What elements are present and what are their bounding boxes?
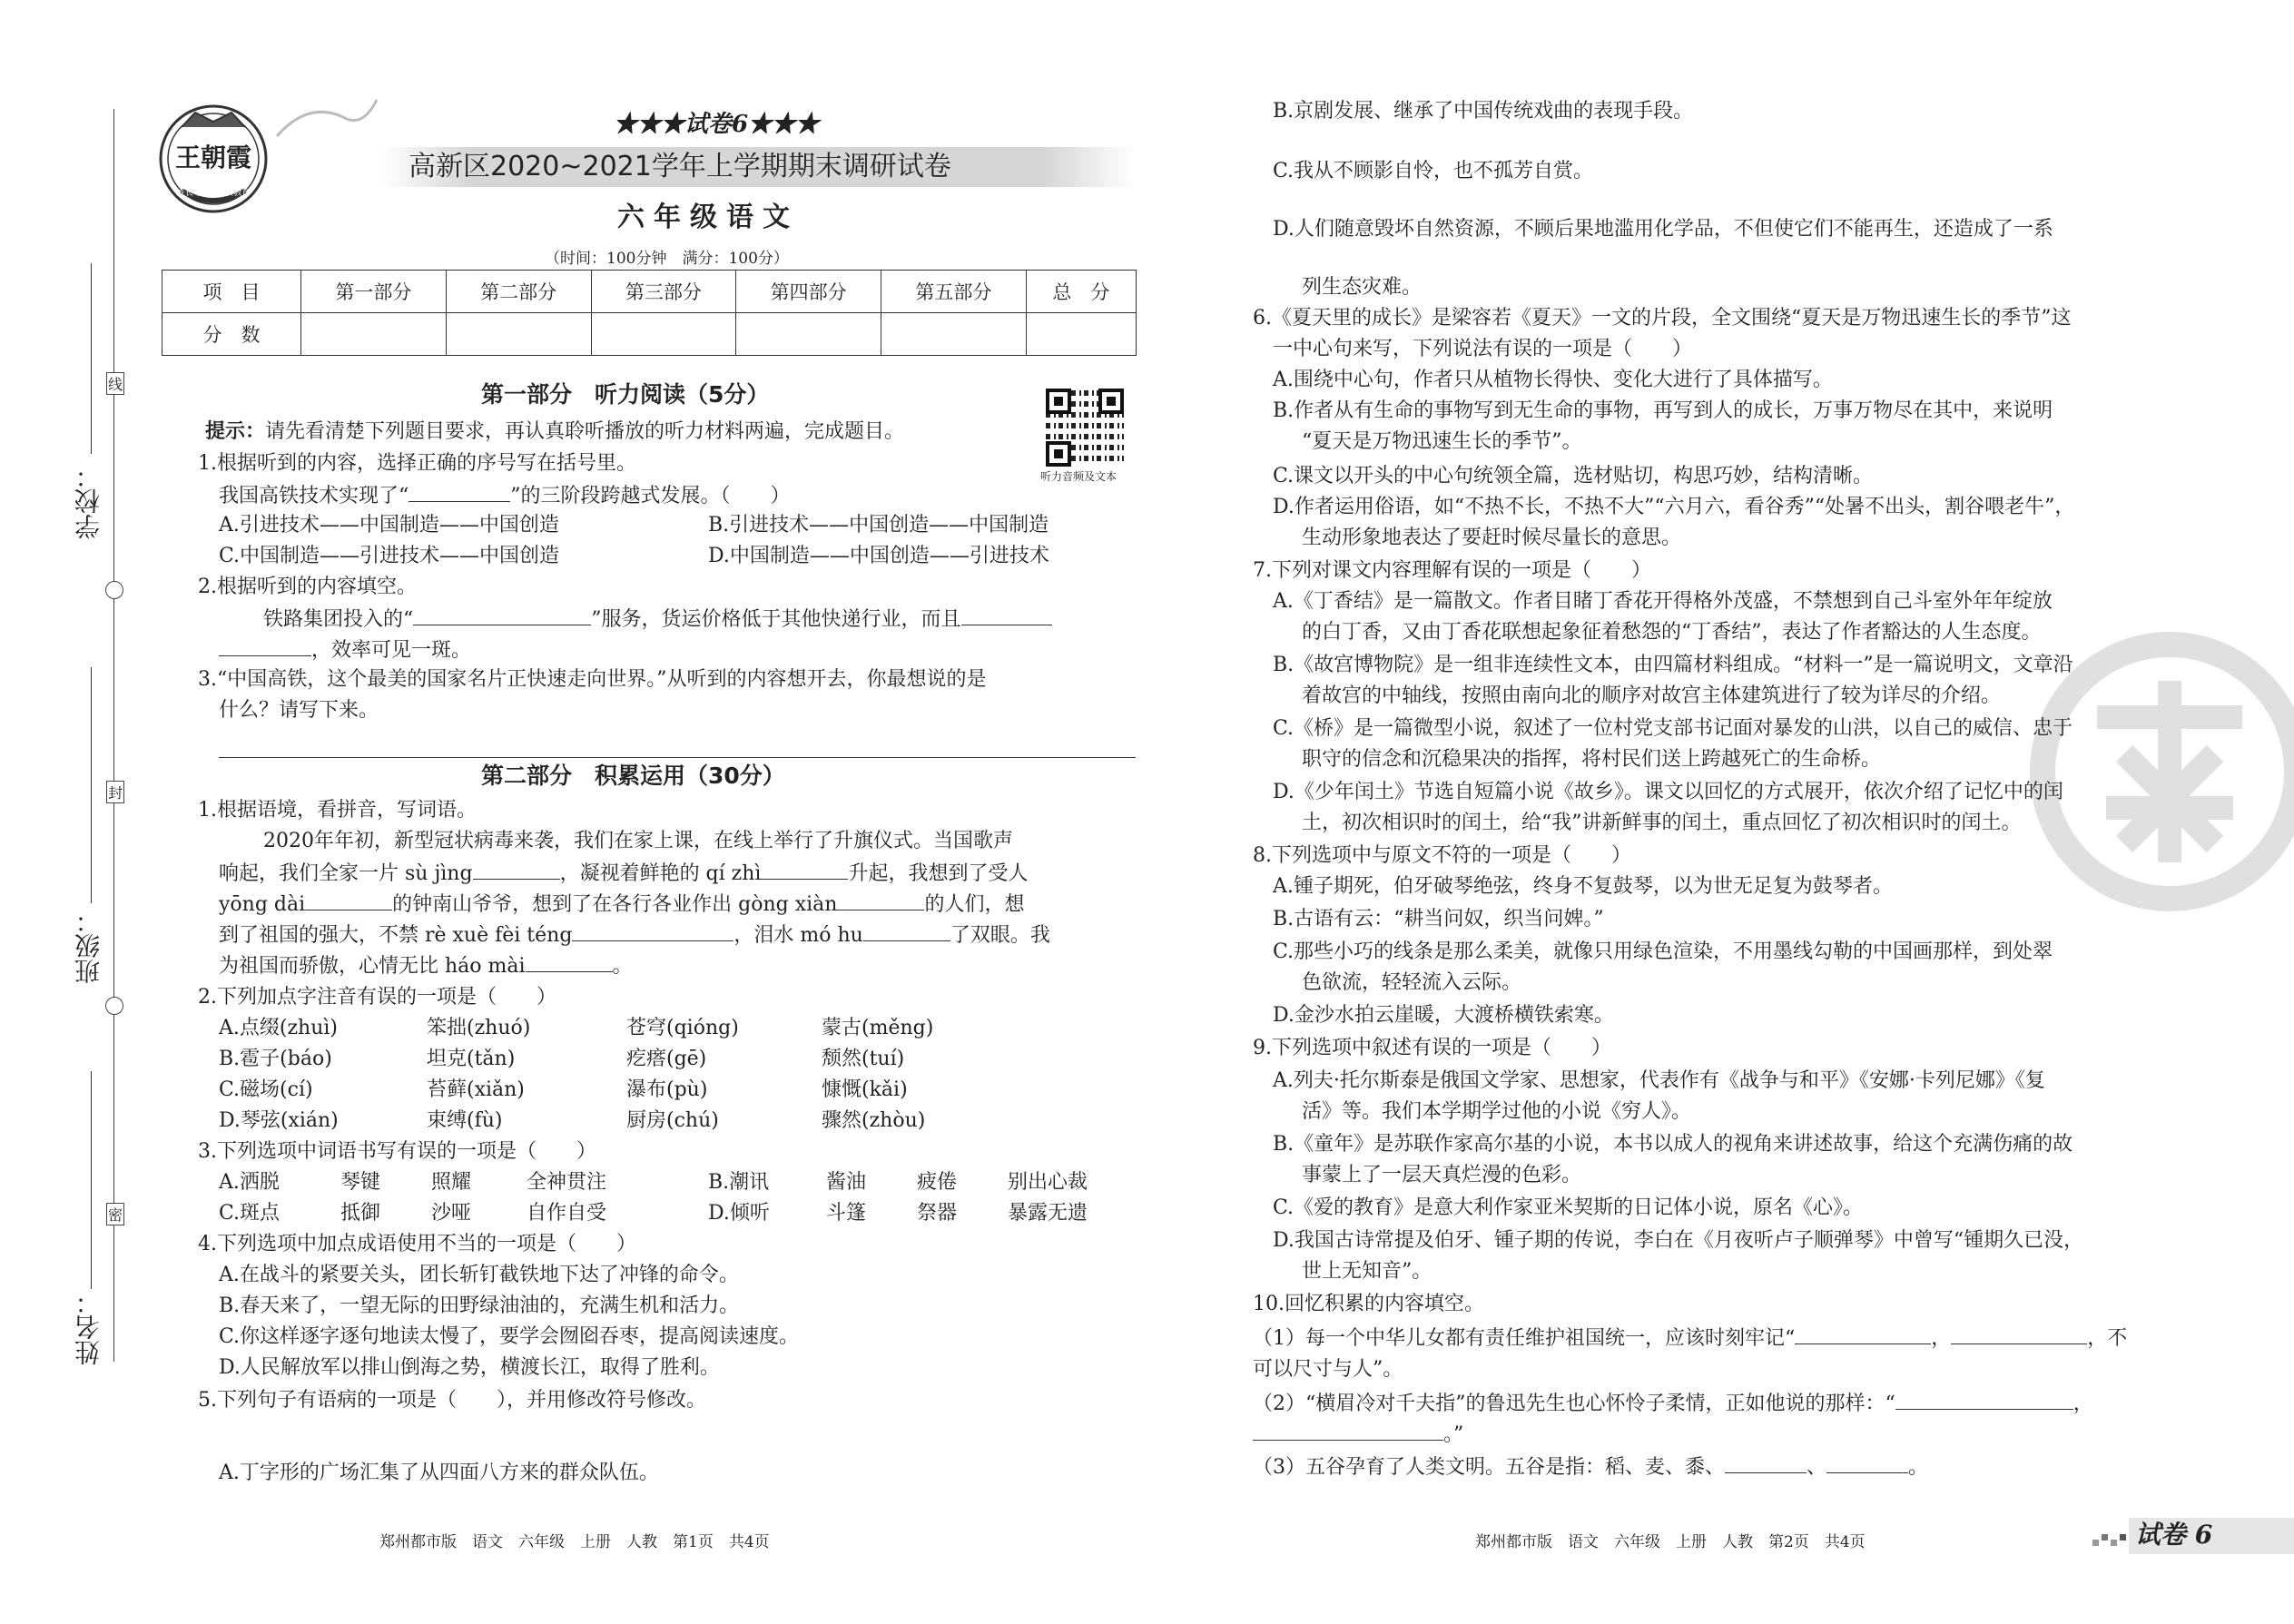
q10-blank-6[interactable] xyxy=(1826,1454,1908,1473)
q3-word: 琴键 xyxy=(340,1171,381,1194)
q10-3b: 、 xyxy=(1807,1456,1827,1479)
q9-option-b-1[interactable]: B.《童年》是苏联作家高尔基的小说，本书以成人的视角来讲述故事，给这个充满伤痛的故 xyxy=(1273,1133,2073,1156)
score-header: 总 分 xyxy=(1026,271,1136,313)
score-header-row xyxy=(162,271,1137,313)
q3-option[interactable]: C.斑点 xyxy=(219,1202,281,1225)
q2-word: 笨拙(zhuó) xyxy=(427,1017,531,1039)
hint-text: 请先看清楚下列题目要求，再认真聆听播放的听力材料两遍，完成题目。 xyxy=(265,420,905,443)
badge-squares-icon xyxy=(2092,1529,2129,1547)
p1-q1-option-d[interactable]: D.中国制造——中国创造——引进技术 xyxy=(708,545,1049,567)
p2-q1-line4 xyxy=(219,922,1050,948)
q2-word: 坦克(tǎn) xyxy=(427,1048,516,1070)
score-header: 第一部分 xyxy=(301,271,447,313)
p2-q1-blank-haomai[interactable] xyxy=(526,953,613,972)
p2-q1-l3c: 的人们，想 xyxy=(924,893,1025,916)
p2-q1-blank-yongdai[interactable] xyxy=(305,891,392,910)
p2-q5-option-b[interactable]: B.京剧发展、继承了中国传统戏曲的表现手段。 xyxy=(1273,100,1694,123)
part1-title: 第一部分 听力阅读（5分） xyxy=(481,381,770,408)
mark-mi: 密 xyxy=(106,1203,124,1225)
score-header: 第三部分 xyxy=(591,271,736,313)
p1-q1-blank[interactable] xyxy=(409,483,510,502)
p2-q4-option-b[interactable]: B.春天来了，一望无际的田野绿油油的，充满生机和活力。 xyxy=(219,1294,740,1317)
qr-caption: 听力音频及文本 xyxy=(1040,470,1117,483)
q10-blank-3[interactable] xyxy=(1895,1391,2073,1410)
stars-title: ★★★试卷6★★★ xyxy=(614,111,820,138)
score-header: 第五部分 xyxy=(881,271,1027,313)
q3-word: 别出心裁 xyxy=(1008,1171,1088,1194)
part2-title: 第二部分 积累运用（30分） xyxy=(481,763,785,789)
q10-3c: 。 xyxy=(1908,1456,1929,1479)
q6-option-b-2: “夏天是万物迅速生长的季节”。 xyxy=(1302,430,1582,453)
q7-option-d-2: 土，初次相识时的闰土，给“我”讲新鲜事的闰土，重点回忆了初次相识时的闰土。 xyxy=(1302,812,2022,834)
q3-word: 照耀 xyxy=(431,1171,472,1194)
p1-q2-line1 xyxy=(263,606,1052,632)
p2-q1-stem: 1.根据语境，看拼音，写词语。 xyxy=(198,799,477,822)
p2-q1-line1: 2020年年初，新型冠状病毒来袭，我们在家上课，在线上举行了升旗仪式。当国歌声 xyxy=(263,830,1013,852)
q10-1b: ， xyxy=(1931,1327,1952,1350)
q6-option-b-1[interactable]: B.作者从有生命的事物写到无生命的事物，再写到人的成长，万事万物尽在其中，来说明 xyxy=(1273,399,2053,422)
p2-q1-line2 xyxy=(219,861,1028,886)
p2-q5-option-a[interactable]: A.丁字形的广场汇集了从四面八方来的群众队伍。 xyxy=(219,1462,659,1484)
q8-stem: 8.下列选项中与原文不符的一项是（ ） xyxy=(1253,844,1631,867)
q9-option-d-1[interactable]: D.我国古诗常提及伯牙、锺子期的传说，李白在《月夜听卢子顺弹琴》中曾写“锺期久已没， xyxy=(1273,1229,2084,1252)
q6-option-d-1[interactable]: D.作者运用俗语，如“不热不长，不热不大”“六月六，看谷秀”“处暑不出头，割谷喂老牛”， xyxy=(1273,496,2075,518)
class-label: 班级： xyxy=(74,908,103,984)
score-table xyxy=(162,270,1137,356)
p2-q1-l4b: ，泪水 mó hu xyxy=(733,924,863,947)
p2-q1-blank-qizhi[interactable] xyxy=(761,861,848,880)
q3-option[interactable]: D.倾听 xyxy=(708,1202,770,1225)
p2-q1-blank-rexue[interactable] xyxy=(572,922,733,941)
q3-option[interactable]: B.潮讯 xyxy=(708,1171,770,1194)
p1-q3-line2: 什么？请写下来。 xyxy=(219,699,379,722)
p1-q1-text xyxy=(219,483,791,508)
score-cell[interactable] xyxy=(446,313,591,356)
p1-q1-option-c[interactable]: C.中国制造——引进技术——中国创造 xyxy=(219,545,560,567)
footer-badge: 试卷 6 xyxy=(2135,1520,2213,1550)
p2-q1-l5a: 为祖国而骄傲，心情无比 háo mài xyxy=(219,955,526,978)
binding-hole-2 xyxy=(105,997,123,1015)
p2-q5-option-d-1[interactable]: D.人们随意毁坏自然资源，不顾后果地滥用化学品，不但使它们不能再生，还造成了一系 xyxy=(1273,218,2053,241)
q2-word: 骤然(zhòu) xyxy=(822,1109,926,1132)
q2-option[interactable]: A.点缀(zhuì) xyxy=(219,1017,339,1039)
time-info: （时间：100分钟 满分：100分） xyxy=(545,250,789,268)
q10-item3 xyxy=(1253,1454,1928,1480)
q6-option-d-2: 生动形象地表达了要赶时候尽量长的意思。 xyxy=(1302,527,1682,549)
q2-word: 厨房(chú) xyxy=(626,1109,719,1132)
p1-q1-option-b[interactable]: B.引进技术——中国创造——中国制造 xyxy=(708,514,1049,536)
class-field-line[interactable] xyxy=(91,667,92,903)
q10-1c: ，不 xyxy=(2087,1327,2128,1350)
exam-title: 高新区2020~2021学年上学期期末调研试卷 xyxy=(409,151,951,182)
p2-q1-l5b: 。 xyxy=(612,955,633,978)
p2-q1-l3a: yōng dài xyxy=(219,893,306,916)
q2-word: 颓然(tuí) xyxy=(822,1048,905,1070)
binding-strip xyxy=(54,109,145,1380)
q7-option-a-1[interactable]: A.《丁香结》是一篇散文。作者目睹丁香花开得格外茂盛，不禁想到自己斗室外年年绽放 xyxy=(1273,590,2053,613)
p1-q2-stem: 2.根据听到的内容填空。 xyxy=(198,576,417,598)
q10-blank-2[interactable] xyxy=(1951,1325,2087,1344)
p2-q1-line3 xyxy=(219,891,1024,917)
p2-q5-option-c[interactable]: C.我从不顾影自怜，也不孤芳自赏。 xyxy=(1273,160,1594,182)
q8-option-c-1[interactable]: C.那些小巧的线条是那么柔美，就像只用绿色渲染，不用墨线勾勒的中国画那样，到处翠 xyxy=(1273,940,2053,963)
p2-q1-blank-sujing[interactable] xyxy=(473,861,560,880)
p2-q5-option-d-2: 列生态灾难。 xyxy=(1302,276,1423,299)
q10-item1-line2: 可以尺寸与人”。 xyxy=(1253,1358,1403,1381)
q9-option-d-2: 世上无知音”。 xyxy=(1302,1260,1433,1283)
q2-word: 瀑布(pù) xyxy=(626,1078,708,1101)
q3-word: 酱油 xyxy=(826,1171,867,1194)
p1-q1-text-b: ”的三阶段跨越式发展。（ ） xyxy=(510,485,791,507)
hint-label: 提示： xyxy=(205,419,266,443)
mark-feng: 封 xyxy=(106,781,124,803)
q7-stem: 7.下列对课文内容理解有误的一项是（ ） xyxy=(1253,559,1651,582)
q10-1a: （1）每一个中华儿女都有责任维护祖国统一，应该时刻牢记“ xyxy=(1253,1327,1796,1350)
p1-q1-stem: 1.根据听到的内容，选择正确的序号写在括号里。 xyxy=(198,452,636,475)
p1-q2-blank-1[interactable] xyxy=(413,606,591,625)
badge-decoration xyxy=(2092,1529,2129,1547)
p2-q5-stem: 5.下列句子有语病的一项是（ ），并用修改符号修改。 xyxy=(198,1389,706,1412)
q6-option-c[interactable]: C.课文以开头的中心句统领全篇，选材贴切，构思巧妙，结构清晰。 xyxy=(1273,465,1874,487)
q10-item2-line1 xyxy=(1253,1391,2093,1416)
ribbon-icon xyxy=(272,91,381,145)
q2-word: 蒙古(měng) xyxy=(822,1017,934,1039)
p2-q1-l4a: 到了祖国的强大，不禁 rè xuè fèi téng xyxy=(219,924,573,947)
q3-word: 抵御 xyxy=(340,1202,381,1225)
p2-q4-option-c[interactable]: C.你这样逐字逐句地读太慢了，要学会囫囵吞枣，提高阅读速度。 xyxy=(219,1325,800,1348)
q10-item1-line1 xyxy=(1253,1325,2127,1351)
name-label: 姓名： xyxy=(74,1289,103,1365)
q6-line2: 一中心句来写，下列说法有误的一项是（ ） xyxy=(1273,338,1693,360)
q8-option-c-2: 色欲流，轻轻流入云际。 xyxy=(1302,971,1522,994)
p2-q1-blank-mohu[interactable] xyxy=(863,922,950,941)
q3-word: 疲倦 xyxy=(917,1171,958,1194)
footer-right: 郑州都市版 语文 六年级 上册 人教 第2页 共4页 xyxy=(1475,1533,1866,1551)
score-cell[interactable] xyxy=(736,313,881,356)
q7-option-b-1[interactable]: B.《故宫博物院》是一组非连续性文本，由四篇材料组成。“材料一”是一篇说明文，文章沿 xyxy=(1273,654,2073,676)
q9-option-c[interactable]: C.《爱的教育》是意大利作家亚米契斯的日记体小说，原名《心》。 xyxy=(1273,1196,1864,1219)
q7-option-c-2: 职守的信念和沉稳果决的指挥，将村民们送上跨越死亡的生命桥。 xyxy=(1302,748,1882,771)
score-header: 项 目 xyxy=(162,271,301,313)
logo-slogan: 成长考点 · 品质教育 xyxy=(176,189,251,198)
qr-code-icon xyxy=(1046,389,1124,467)
q3-word: 全神贯注 xyxy=(527,1171,607,1194)
q6-option-a[interactable]: A.围绕中心句，作者只从植物长得快、变化大进行了具体描写。 xyxy=(1273,369,1833,391)
q7-option-a-2: 的白丁香，又由丁香花联想起象征着愁怨的“丁香结”，表达了作者豁达的人生态度。 xyxy=(1302,621,2042,644)
p2-q4-option-d[interactable]: D.人民解放军以排山倒海之势，横渡长江，取得了胜利。 xyxy=(219,1356,720,1379)
q2-word: 慷慨(kǎi) xyxy=(822,1078,908,1101)
q2-word: 苍穹(qióng) xyxy=(626,1017,739,1039)
q7-option-c-1[interactable]: C.《桥》是一篇微型小说，叙述了一位村党支部书记面对暴发的山洪，以自己的威信、忠于 xyxy=(1273,717,2073,740)
q7-option-d-1[interactable]: D.《少年闰土》节选自短篇小说《故乡》。课文以回忆的方式展开，依次介绍了记忆中的闰 xyxy=(1273,781,2063,803)
score-value-row xyxy=(162,313,1137,356)
p2-q4-option-a[interactable]: A.在战斗的紧要关头，团长斩钉截铁地下达了冲锋的命令。 xyxy=(219,1264,739,1286)
p1-q1-option-a[interactable]: A.引进技术——中国制造——中国创造 xyxy=(219,514,559,536)
q10-blank-5[interactable] xyxy=(1725,1454,1807,1473)
p1-q3-line1: 3.“中国高铁，这个最美的国家名片正快速走向世界。”从听到的内容想开去，你最想说的是 xyxy=(198,668,987,691)
score-cell[interactable] xyxy=(591,313,736,356)
p2-q4-stem: 4.下列选项中加点成语使用不当的一项是（ ） xyxy=(198,1233,636,1255)
q10-3a: （3）五谷孕育了人类文明。五谷是指：稻、麦、黍、 xyxy=(1253,1456,1725,1479)
score-header: 第二部分 xyxy=(446,271,591,313)
p1-q2-text-a: 铁路集团投入的“ xyxy=(263,608,414,631)
p1-q1-text-a: 我国高铁技术实现了“ xyxy=(219,485,409,507)
q2-word: 疙瘩(gē) xyxy=(626,1048,707,1070)
name-field-line[interactable] xyxy=(91,1071,92,1289)
p1-q2-blank-2[interactable] xyxy=(961,606,1052,625)
score-row-label: 分 数 xyxy=(162,313,301,356)
q2-word: 束缚(fù) xyxy=(427,1109,503,1132)
q2-option[interactable]: B.雹子(báo) xyxy=(219,1048,332,1070)
q9-option-a-1[interactable]: A.列夫·托尔斯泰是俄国文学家、思想家，代表作有《战争与和平》《安娜·卡列尼娜》《复 xyxy=(1273,1069,2045,1092)
school-field-line[interactable] xyxy=(91,263,92,454)
p1-q2-text-c: ，效率可见一斑。 xyxy=(311,639,472,662)
q10-2b: ， xyxy=(2072,1393,2093,1415)
subject-title: 六年级语文 xyxy=(617,202,799,233)
answer-rule[interactable] xyxy=(219,757,1136,758)
p2-q1-l2c: 升起，我想到了受人 xyxy=(848,862,1029,885)
q9-stem: 9.下列选项中叙述有误的一项是（ ） xyxy=(1253,1037,1611,1059)
p1-q2-text-b: ”服务，货运价格低于其他快递行业，而且 xyxy=(591,608,961,631)
p2-q1-line5 xyxy=(219,953,633,979)
p1-q2-line2 xyxy=(219,637,471,663)
score-cell[interactable] xyxy=(1026,313,1136,356)
q3-word: 祭器 xyxy=(917,1202,958,1225)
q3-option[interactable]: A.洒脱 xyxy=(219,1171,280,1194)
q10-blank-4[interactable] xyxy=(1253,1422,1443,1441)
p2-q2-stem: 2.下列加点字注音有误的一项是（ ） xyxy=(198,986,556,1009)
logo xyxy=(154,100,272,218)
q3-word: 自作自受 xyxy=(527,1202,607,1225)
q10-2a: （2）“横眉冷对千夫指”的鲁迅先生也心怀怜子柔情，正如他说的那样：“ xyxy=(1253,1393,1895,1415)
p2-q1-blank-gongxian[interactable] xyxy=(837,891,924,910)
mark-xian: 线 xyxy=(106,372,124,395)
q6-line1: 6.《夏天里的成长》是梁容若《夏天》一文的片段，全文围绕“夏天是万物迅速生长的季节”这 xyxy=(1253,307,2072,330)
q10-item2-line2 xyxy=(1253,1422,1463,1447)
q10-stem: 10.回忆积累的内容填空。 xyxy=(1253,1293,1484,1315)
p1-q2-blank-3[interactable] xyxy=(219,637,311,656)
part1-hint xyxy=(205,419,904,444)
score-cell[interactable] xyxy=(301,313,447,356)
score-cell[interactable] xyxy=(881,313,1027,356)
q2-option[interactable]: C.磁场(cí) xyxy=(219,1078,313,1101)
logo-text: 王朝霞 xyxy=(174,143,251,172)
p2-q1-l2b: ，凝视着鲜艳的 qí zhì xyxy=(559,862,762,885)
q8-option-b[interactable]: B.古语有云：“耕当问奴，织当问婢。” xyxy=(1273,908,1604,930)
school-label: 学校： xyxy=(74,463,103,539)
q2-option[interactable]: D.琴弦(xián) xyxy=(219,1109,339,1132)
q8-option-d[interactable]: D.金沙水拍云崖暖，大渡桥横铁索寒。 xyxy=(1273,1004,1614,1027)
p2-q1-l4c: 了双眼。我 xyxy=(950,924,1050,947)
p2-q1-l2a: 响起，我们全家一片 sù jìng xyxy=(219,862,473,885)
q10-blank-1[interactable] xyxy=(1795,1325,1931,1344)
q10-2c: 。” xyxy=(1443,1423,1464,1446)
p2-q3-stem: 3.下列选项中词语书写有误的一项是（ ） xyxy=(198,1140,596,1163)
qr-code xyxy=(1046,389,1124,467)
q3-word: 暴露无遗 xyxy=(1008,1202,1088,1225)
q3-word: 斗篷 xyxy=(826,1202,867,1225)
footer-left: 郑州都市版 语文 六年级 上册 人教 第1页 共4页 xyxy=(379,1533,770,1551)
q3-word: 沙哑 xyxy=(431,1202,472,1225)
binding-line xyxy=(113,109,114,1362)
ribbon-decoration xyxy=(272,91,381,145)
q9-option-a-2: 活》等。我们本学期学过他的小说《穷人》。 xyxy=(1302,1100,1692,1123)
score-header: 第四部分 xyxy=(736,271,881,313)
p2-q1-l3b: 的钟南山爷爷，想到了在各行各业作出 gòng xiàn xyxy=(392,893,838,916)
q9-option-b-2: 事蒙上了一层天真烂漫的色彩。 xyxy=(1302,1164,1582,1186)
q8-option-a[interactable]: A.锺子期死，伯牙破琴绝弦，终身不复鼓琴，以为世无足复为鼓琴者。 xyxy=(1273,875,1893,898)
binding-hole-1 xyxy=(105,581,123,599)
q2-word: 苔藓(xiǎn) xyxy=(427,1078,525,1101)
q7-option-b-2: 着故宫的中轴线，按照由南向北的顺序对故宫主体建筑进行了较为详尽的介绍。 xyxy=(1302,684,2002,707)
